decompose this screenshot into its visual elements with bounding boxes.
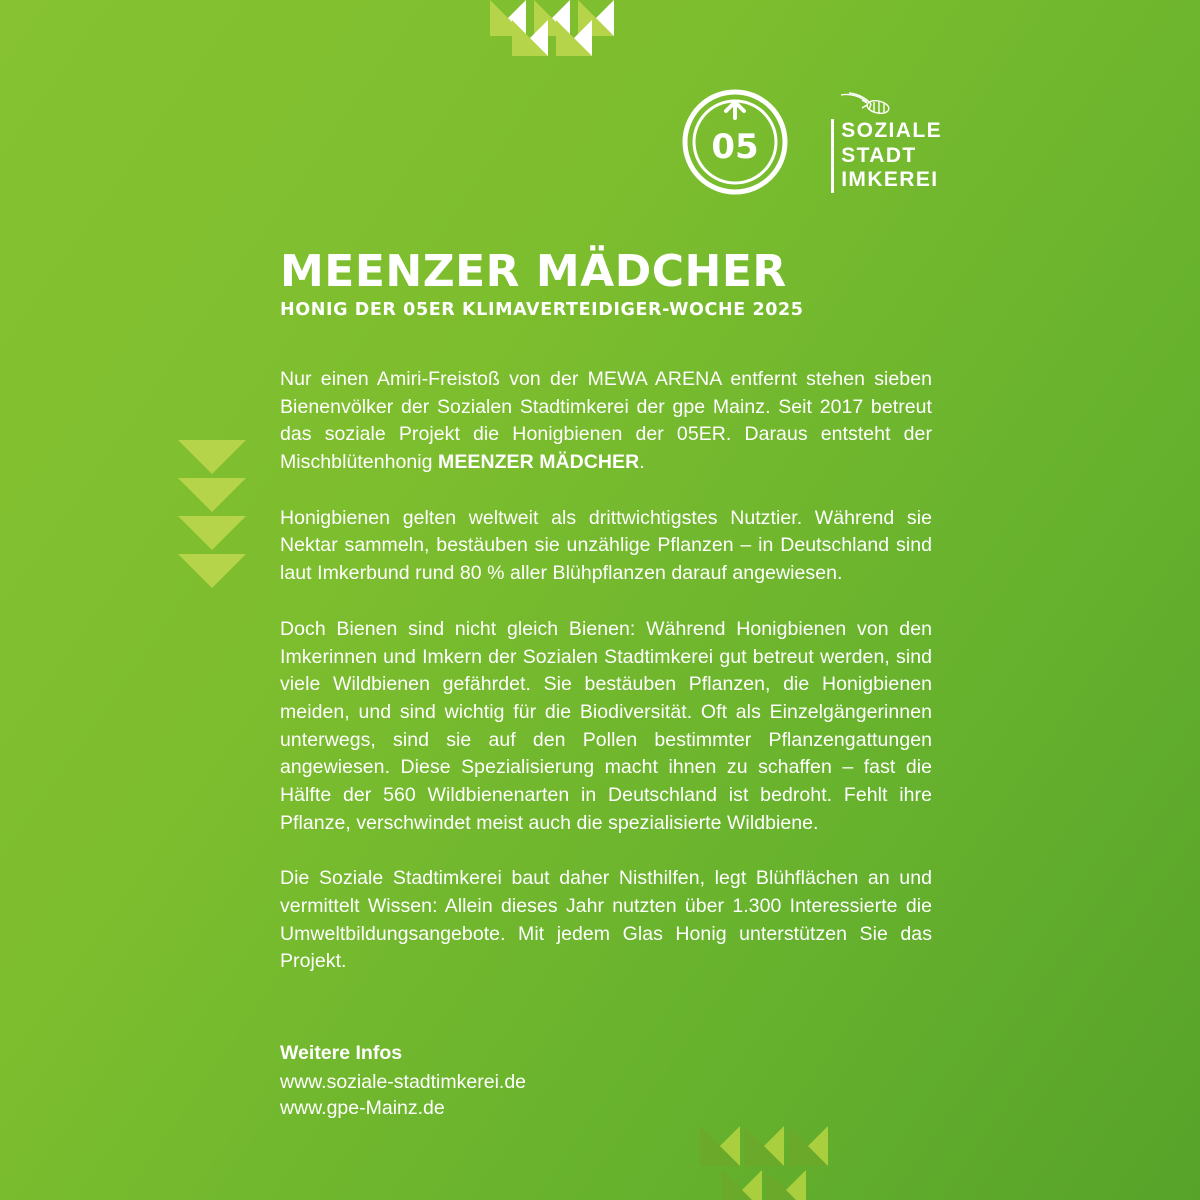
decor-pattern-top [490,0,615,50]
poster-content [280,246,932,1122]
paragraph-1-strong: MEENZER MÄDCHER [438,451,640,474]
decor-pattern-bottom [700,1126,830,1200]
mainz05-logo-text: 05 [711,127,759,167]
logo-row [681,88,942,196]
bee-icon [833,91,903,117]
soziale-stadtimkerei-logo [831,91,942,193]
paragraph-3: Doch Bienen sind nicht gleich Bienen: Während Honigbienen von den Imkerinnen und Imkern der Sozialen Stadtimkerei gut betreut werden, sind viele Wildbienen gefährdet. Sie bestäuben Pflanzen, die Honigbienen meiden, und sind wichtig für die Biodiversität. Oft als Einzelgängerinnen unterwegs, sind sie auf den Pollen bestimmter Pflanzengattungen angewiesen. Diese Spezialisierung macht ihnen zu schaffen – fast die Hälfte der 560 Wildbienenarten in Deutschland ist bedroht. Fehlt ihre Pflanze, verschwindet meist auch die spezialisierte Wildbiene. [280,617,932,834]
paragraph-1 [280,366,932,477]
further-info-block [280,1042,932,1122]
paragraph-2: Honigbienen gelten weltweit als drittwichtigstes Nutztier. Während sie Nektar sammeln, bestäuben sie unzählige Pflanzen – in Deutschland sind laut Imkerbund rund 80 % aller Blühpflanzen darauf angewiesen. [280,506,932,585]
paragraph-4: Die Soziale Stadtimkerei baut daher Nisthilfen, legt Blühflächen an und vermittelt Wissen: Allein dieses Jahr nutzten über 1.300 Interessierte die Umweltbildungsangebote. Mit jedem Glas Honig unterstützen Sie das Projekt. [280,867,932,973]
paragraph-1-post: . [639,451,645,474]
link-soziale-stadtimkerei[interactable]: www.soziale-stadtimkerei.de [280,1071,527,1094]
page-title: MEENZER MÄDCHER [280,246,787,297]
paragraph-1-pre: Nur einen Amiri-Freistoß von der MEWA ARENA entfernt stehen sieben Bienenvölker der Sozialen Stadtimkerei der gpe Mainz. Seit 2017 betreut das soziale Projekt die Honigbienen der 05ER. Daraus entsteht der Mischblütenhonig [280,368,932,474]
page-subtitle: HONIG DER 05ER KLIMAVERTEIDIGER-WOCHE 2025 [280,300,804,320]
further-info-heading: Weitere Infos [280,1042,403,1065]
decor-pattern-left [178,440,248,585]
partner-logo-line2: STADT [841,143,917,167]
partner-logo-line1: SOZIALE [841,118,942,142]
mainz05-logo [681,88,789,196]
link-gpe-mainz[interactable]: www.gpe-Mainz.de [280,1097,445,1120]
partner-logo-line3: IMKEREI [841,168,939,192]
